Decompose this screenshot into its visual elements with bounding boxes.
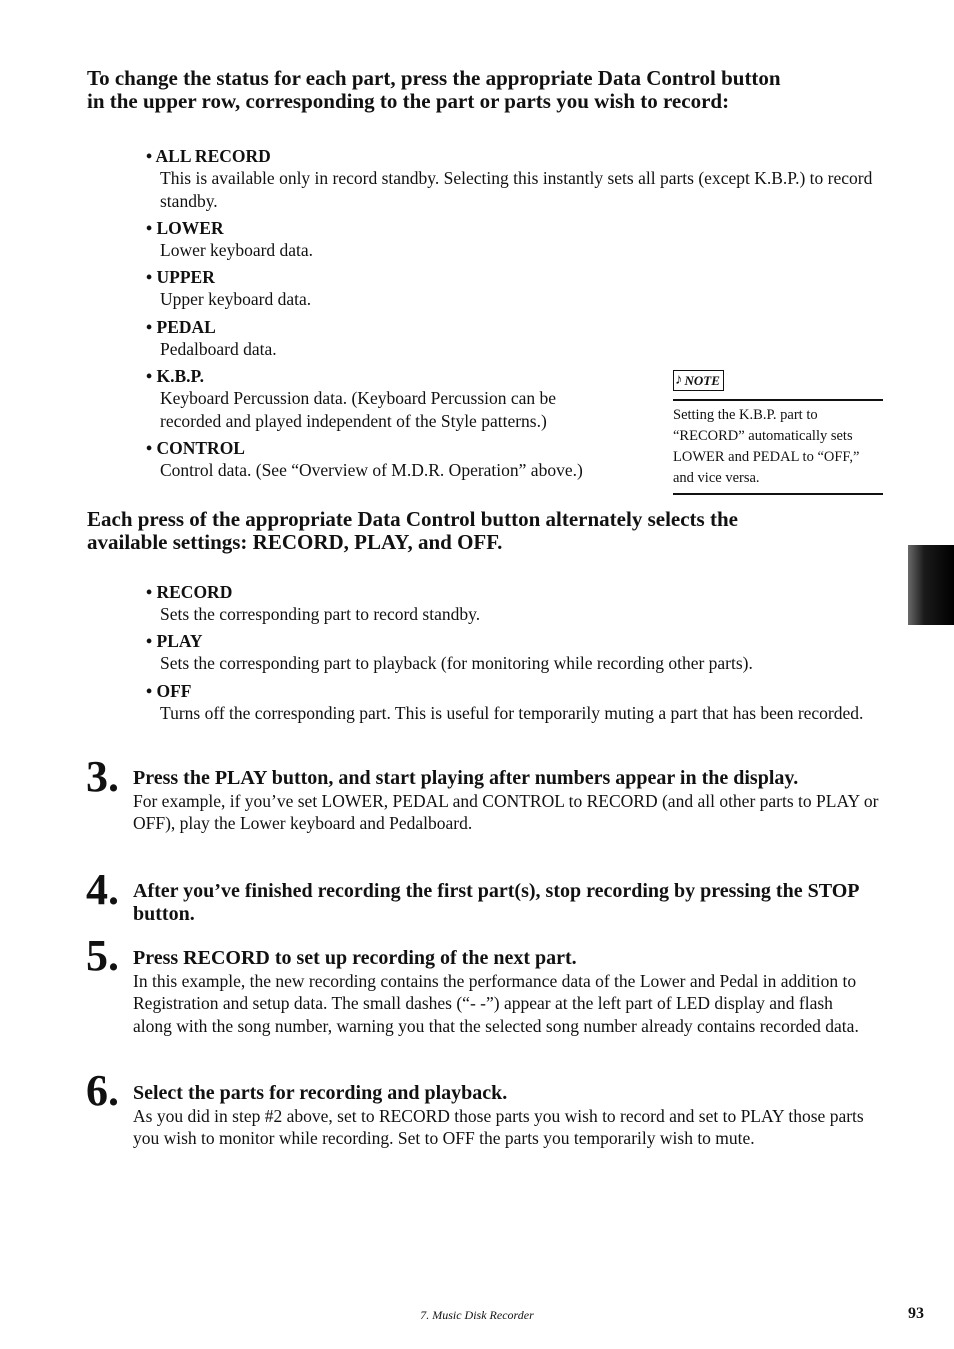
part-term: • CONTROL xyxy=(146,438,245,458)
part-item-kbp xyxy=(146,365,616,432)
setting-item-off xyxy=(146,680,886,725)
note-box xyxy=(673,370,883,495)
setting-desc: Sets the corresponding part to playback (for monitoring while recording other parts). xyxy=(160,653,753,673)
part-term: • UPPER xyxy=(146,267,215,287)
part-item-upper xyxy=(146,266,886,311)
settings-heading xyxy=(87,508,907,554)
settings-heading-line2: available settings: RECORD, PLAY, and OFF. xyxy=(87,530,503,554)
intro-heading-line1: To change the status for each part, press the appropriate Data Control button xyxy=(87,66,781,90)
part-desc: Control data. (See “Overview of M.D.R. Operation” above.) xyxy=(160,460,583,480)
part-desc: Upper keyboard data. xyxy=(160,289,312,309)
setting-item-play xyxy=(146,630,886,675)
setting-term: • PLAY xyxy=(146,631,203,651)
page-number: 93 xyxy=(908,1305,924,1322)
setting-item-record xyxy=(146,581,886,626)
setting-desc: Turns off the corresponding part. This is useful for temporarily muting a part that has been recorded. xyxy=(160,703,864,723)
step-body: As you did in step #2 above, set to RECORD those parts you wish to record and set to PLAY those parts you wish to monitor while recording. Set to OFF the parts you temporarily wish to mute. xyxy=(133,1105,864,1148)
part-desc: Keyboard Percussion data. (Keyboard Percussion can be recorded and played independent of the Style patterns.) xyxy=(160,388,557,431)
part-item-pedal xyxy=(146,316,886,361)
part-item-control xyxy=(146,437,646,482)
music-note-icon: ♪ xyxy=(675,372,683,388)
part-term: • PEDAL xyxy=(146,317,216,337)
settings-heading-line1: Each press of the appropriate Data Control button alternately selects the xyxy=(87,507,738,531)
step-title: Select the parts for recording and playback. xyxy=(133,1082,508,1104)
step-title: Press RECORD to set up recording of the next part. xyxy=(133,947,577,969)
part-item-lower xyxy=(146,217,886,262)
note-label: NOTE xyxy=(684,372,720,388)
part-term: • K.B.P. xyxy=(146,366,204,386)
setting-desc: Sets the corresponding part to record standby. xyxy=(160,604,481,624)
setting-term: • RECORD xyxy=(146,582,233,602)
step-number: 4. xyxy=(86,865,119,914)
step-number: 6. xyxy=(86,1066,119,1115)
step-number: 5. xyxy=(86,931,119,980)
step-number: 3. xyxy=(86,752,119,801)
part-item-all-record xyxy=(146,145,886,212)
footer-chapter: 7. Music Disk Recorder xyxy=(420,1308,534,1322)
part-desc: This is available only in record standby. Selecting this instantly sets all parts (except K.B.P.) to record standby. xyxy=(160,168,873,211)
step-title: After you’ve finished recording the first part(s), stop recording by pressing the STOP button. xyxy=(133,880,859,925)
note-badge xyxy=(673,370,724,391)
note-text: Setting the K.B.P. part to “RECORD” automatically sets LOWER and PEDAL to “OFF,” and vice versa. xyxy=(673,407,860,486)
part-term: • ALL RECORD xyxy=(146,146,271,166)
step-body: For example, if you’ve set LOWER, PEDAL and CONTROL to RECORD (and all other parts to PLAY or OFF), play the Lower keyboard and Pedalboard. xyxy=(133,790,879,833)
part-desc: Pedalboard data. xyxy=(160,339,277,359)
setting-term: • OFF xyxy=(146,681,192,701)
step-6 xyxy=(133,1082,885,1150)
chapter-side-tab xyxy=(908,545,954,625)
intro-heading-line2: in the upper row, corresponding to the part or parts you wish to record: xyxy=(87,89,730,113)
note-bottom-rule xyxy=(673,493,883,495)
part-term: • LOWER xyxy=(146,218,224,238)
part-desc: Lower keyboard data. xyxy=(160,240,314,260)
step-3 xyxy=(133,767,885,835)
step-4 xyxy=(133,880,893,925)
step-title: Press the PLAY button, and start playing after numbers appear in the display. xyxy=(133,767,799,789)
step-body: In this example, the new recording contains the performance data of the Lower and Pedal in addition to Registration and setup data. The small dashes (“- -”) appear at the left part of LED display and flash along with the song number, warning you that the selected song number already contains recorded data. xyxy=(133,970,859,1036)
step-5 xyxy=(133,947,873,1037)
intro-heading xyxy=(87,67,907,113)
